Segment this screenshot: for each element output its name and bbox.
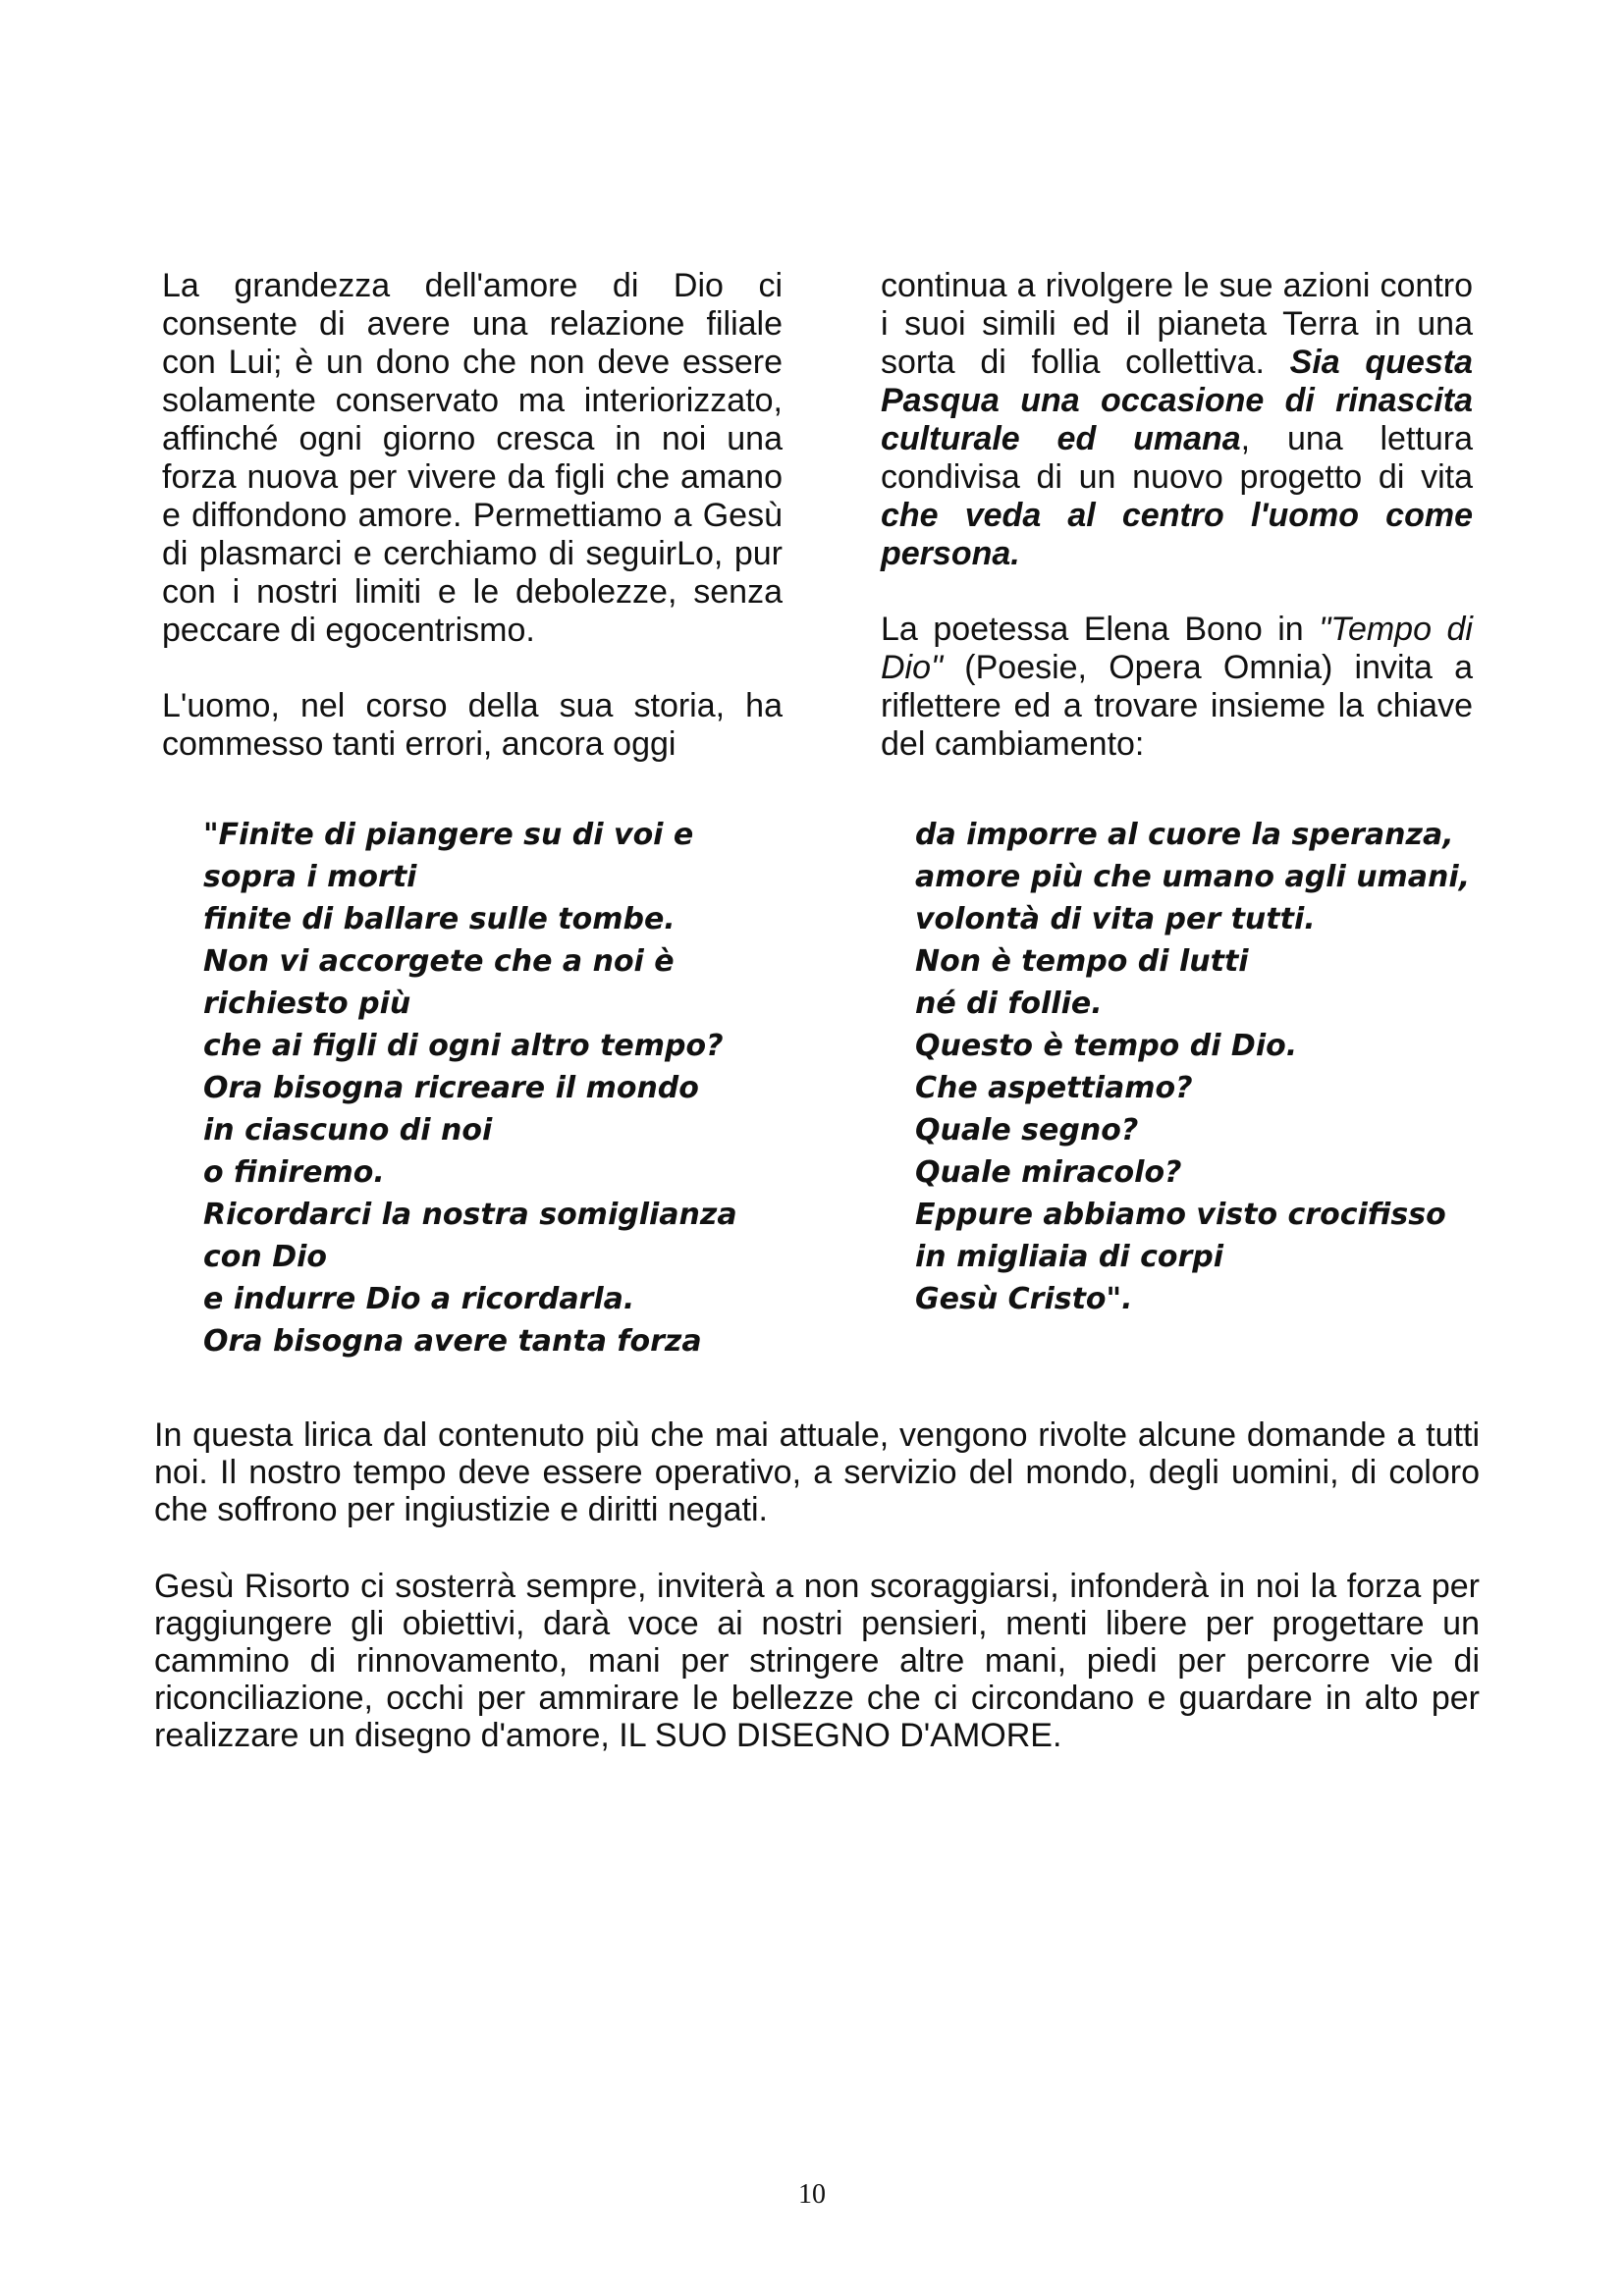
poem-line: Non vi accorgete che a noi è [203, 944, 675, 979]
right-p1-text: continua a rivolgere le sue azioni contro i suoi simili ed il pianeta Terra in una sorta di follia collettiva. [881, 267, 1473, 381]
right-p2-italic: "Tempo di Dio" [881, 611, 1473, 686]
right-paragraph-2 [881, 611, 1473, 764]
poem-line: volontà di vita per tutti. [915, 902, 1316, 936]
poem-line: richiesto più [203, 987, 411, 1021]
left-paragraph-1: La grandezza dell'amore di Dio ci consente di avere una relazione filiale con Lui; è un dono che non deve essere solamente conservato ma interiorizzato, affinché ogni giorno cresca in noi una forza nuova per vivere da figli che amano e diffondono amore. Permettiamo a Gesù di plasmarci e cerchiamo di seguirLo, pur con i nostri limiti e le debolezze, senza peccare di egocentrismo. [162, 267, 783, 649]
poem-line: Ora bisogna avere tanta forza [203, 1324, 702, 1359]
poem-left-column [203, 814, 737, 1362]
right-p1-mid: , una lettura condivisa di un nuovo progetto di vita [881, 420, 1473, 496]
body-paragraph-2 [154, 1568, 1480, 1754]
poem-line: Eppure abbiamo visto crocifisso [915, 1198, 1446, 1232]
poem-line: amore più che umano agli umani, [915, 860, 1471, 894]
right-p1-bold-1: Sia questa Pasqua una occasione di rinascita culturale ed umana [881, 344, 1473, 457]
poem-line: sopra i morti [203, 860, 417, 894]
poem-right-column [915, 814, 1470, 1320]
poem-line: Questo è tempo di Dio. [915, 1029, 1298, 1063]
body-paragraph-1 [154, 1416, 1480, 1528]
poem-line: "Finite di piangere su di voi e [203, 818, 694, 852]
poem-line: in migliaia di corpi [915, 1240, 1224, 1274]
poem-line: e indurre Dio a ricordarla. [203, 1282, 635, 1316]
poem-line: o finiremo. [203, 1155, 385, 1190]
poem-line: Quale segno? [915, 1113, 1139, 1148]
poem-line: Quale miracolo? [915, 1155, 1182, 1190]
poem-line: Non è tempo di lutti [915, 944, 1249, 979]
right-paragraph-1 [881, 267, 1473, 573]
body-paragraph-2-text: Gesù Risorto ci sosterrà sempre, inviterà a non scoraggiarsi, infonderà in noi la forza per raggiungere gli obiettivi, darà voce ai nostri pensieri, menti libere per progettare un cammino di rinnovamento, mani per stringere altre mani, piedi per percorre vie di riconciliazione, occhi per ammirare le bellezze che ci circondano e guardare in alto per realizzare un disegno d'amore, IL SUO DISEGNO D'AMORE. [154, 1568, 1480, 1754]
poem-line: in ciascuno di noi [203, 1113, 493, 1148]
left-column [162, 267, 783, 764]
right-p1-bold-2: che veda al centro l'uomo come persona. [881, 497, 1473, 572]
right-p2-start: La poetessa Elena Bono in [881, 611, 1320, 648]
poem-line: Gesù Cristo". [915, 1282, 1133, 1316]
body-paragraph-1-text: In questa lirica dal contenuto più che mai attuale, vengono rivolte alcune domande a tutti noi. Il nostro tempo deve essere operativo, a servizio del mondo, degli uomini, di coloro che soffrono per ingiustizie e diritti negati. [154, 1416, 1480, 1528]
page-number: 10 [798, 2179, 826, 2210]
poem-line: né di follie. [915, 987, 1103, 1021]
poem-line: Ricordarci la nostra somiglianza [203, 1198, 737, 1232]
poem-line: da imporre al cuore la speranza, [915, 818, 1454, 852]
poem-line: che ai figli di ogni altro tempo? [203, 1029, 724, 1063]
poem-line: finite di ballare sulle tombe. [203, 902, 676, 936]
right-p2-end: (Poesie, Opera Omnia) invita a riflettere ed a trovare insieme la chiave del cambiamento: [881, 649, 1473, 763]
right-column [881, 267, 1473, 764]
poem-line: Ora bisogna ricreare il mondo [203, 1071, 699, 1105]
poem-line: con Dio [203, 1240, 327, 1274]
poem-line: Che aspettiamo? [915, 1071, 1193, 1105]
left-paragraph-2: L'uomo, nel corso della sua storia, ha commesso tanti errori, ancora oggi [162, 687, 783, 763]
